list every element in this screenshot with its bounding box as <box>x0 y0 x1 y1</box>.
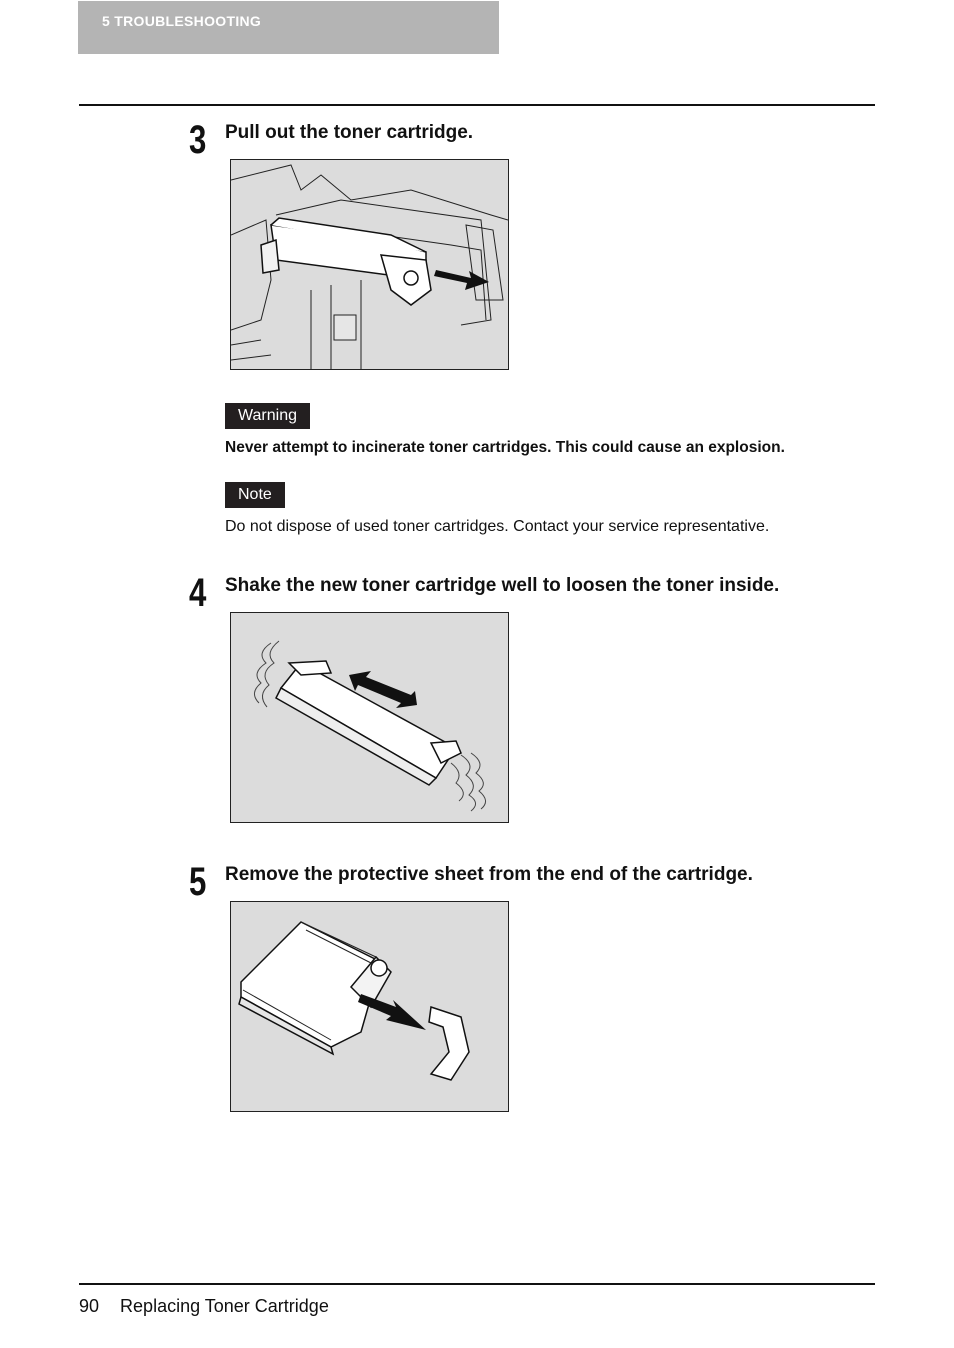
chapter-tab-label: 5 TROUBLESHOOTING <box>102 13 262 29</box>
page-number: 90 <box>79 1296 100 1316</box>
toner-shake-drawing <box>231 613 508 822</box>
footer-section-title: Replacing Toner Cartridge <box>120 1296 329 1316</box>
note-badge: Note <box>225 482 285 508</box>
bottom-rule <box>79 1283 875 1285</box>
step-title: Remove the protective sheet from the end of the cartridge. <box>225 864 753 885</box>
warning-badge: Warning <box>225 403 310 429</box>
toner-pull-out-illustration <box>230 159 509 370</box>
note-text: Do not dispose of used toner cartridges. Contact your service representative. <box>225 518 770 535</box>
step-title: Shake the new toner cartridge well to loosen the toner inside. <box>225 575 780 596</box>
top-rule <box>79 104 875 106</box>
step-number: 4 <box>189 571 207 615</box>
warning-text: Never attempt to incinerate toner cartridges. This could cause an explosion. <box>225 439 785 456</box>
protective-sheet-drawing <box>231 902 508 1111</box>
step-number: 3 <box>189 118 207 162</box>
step-number: 5 <box>189 860 207 904</box>
toner-shake-illustration <box>230 612 509 823</box>
step-title: Pull out the toner cartridge. <box>225 122 474 143</box>
chapter-tab <box>78 1 499 54</box>
page-footer <box>79 1296 329 1317</box>
toner-pull-out-drawing <box>231 160 508 369</box>
protective-sheet-illustration <box>230 901 509 1112</box>
